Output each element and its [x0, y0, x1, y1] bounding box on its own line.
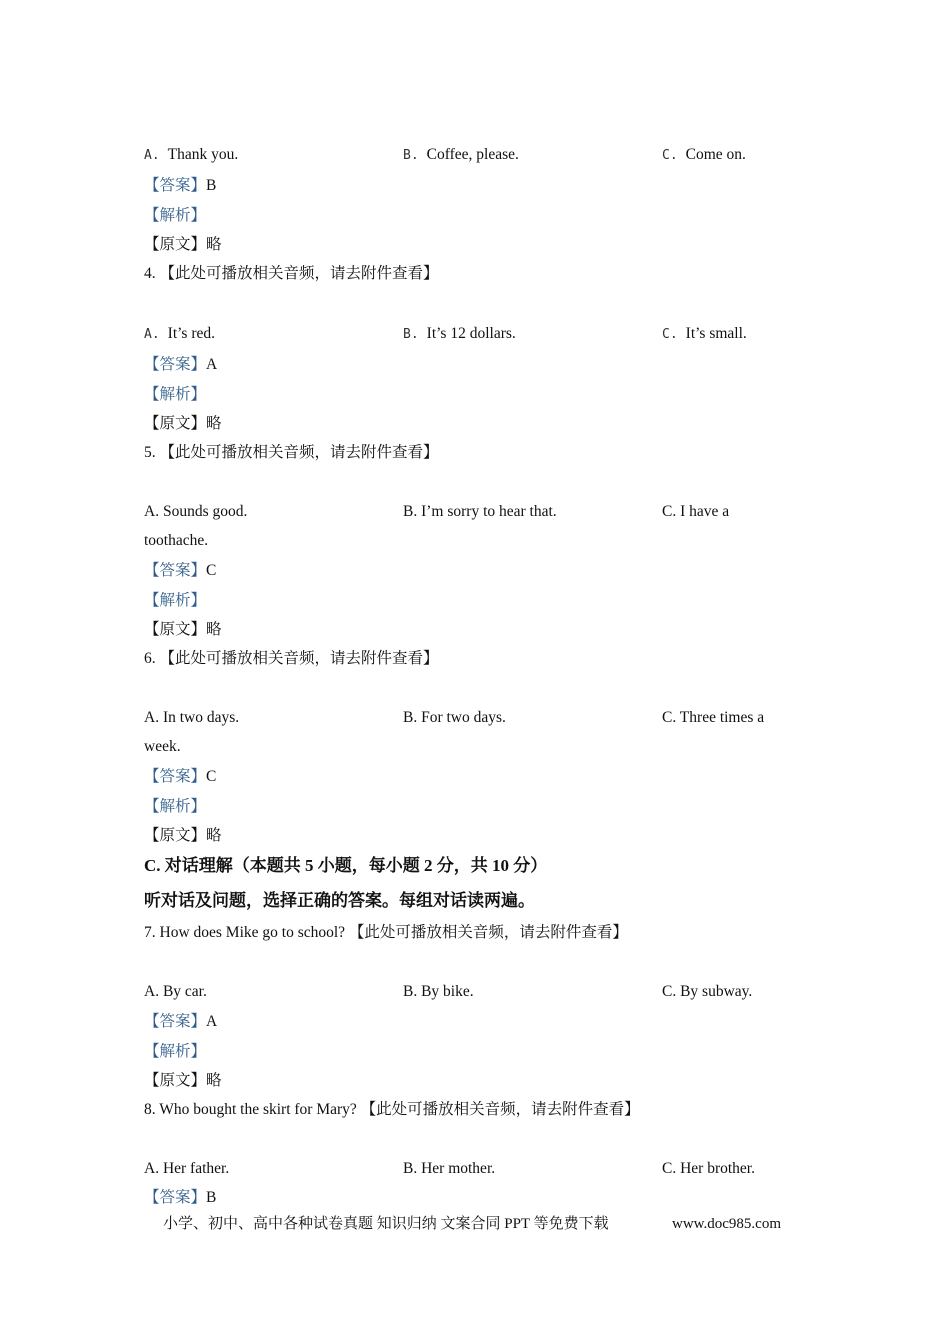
- q7-source-value: 略: [206, 1072, 222, 1089]
- q8-option-c: C. Her brother.: [662, 1160, 755, 1177]
- q7-answer: [144, 1012, 217, 1032]
- q4-source-value: 略: [206, 415, 222, 432]
- q4-option-c-letter: C.: [662, 327, 678, 342]
- q4-option-c-text: It’s small.: [685, 325, 747, 342]
- q3-option-c-text: Come on.: [685, 146, 746, 163]
- q3-option-b-text: Coffee, please.: [426, 146, 519, 163]
- q5-answer-label: 【答案】: [144, 562, 207, 579]
- q6-option-c-wrap: week.: [144, 738, 181, 755]
- q6-answer-label: 【答案】: [144, 768, 207, 785]
- footer-site-link[interactable]: www.doc985.com: [672, 1216, 782, 1232]
- q6-answer-value: C: [206, 768, 217, 785]
- q8-stem: 8. Who bought the skirt for Mary? 【此处可播放相关音频，请去附件查看】: [144, 1101, 640, 1118]
- q7-analysis: 【解析】: [144, 1043, 207, 1060]
- q5-source-label: 【原文】: [144, 621, 207, 638]
- q5-option-c: C. I have a: [662, 503, 730, 520]
- q3-answer-label: 【答案】: [144, 177, 207, 194]
- q3-option-a: [144, 145, 238, 166]
- q6-analysis: 【解析】: [144, 798, 207, 815]
- q8-answer-label: 【答案】: [144, 1189, 207, 1206]
- q3-source-label: 【原文】: [144, 236, 207, 253]
- q5-analysis: 【解析】: [144, 592, 207, 609]
- q3-option-b-letter: B.: [403, 148, 419, 163]
- q7-answer-label: 【答案】: [144, 1013, 207, 1030]
- q4-source: [144, 414, 222, 434]
- q8-answer: [144, 1188, 216, 1208]
- q4-option-a-text: It’s red.: [167, 325, 216, 342]
- footer-text: 小学、初中、高中各种试卷真题 知识归纳 文案合同 PPT 等免费下载: [163, 1216, 609, 1232]
- q4-option-b-letter: B.: [403, 327, 419, 342]
- q5-option-b: B. I’m sorry to hear that.: [403, 503, 557, 520]
- q5-option-a: A. Sounds good.: [144, 503, 248, 520]
- q6-source-label: 【原文】: [144, 827, 207, 844]
- q3-option-b: [403, 145, 519, 166]
- q6-answer: [144, 767, 216, 787]
- q3-answer-value: B: [206, 177, 217, 194]
- q4-stem: 4. 【此处可播放相关音频，请去附件查看】: [144, 265, 439, 282]
- q4-option-c: [662, 324, 747, 345]
- q4-option-a: [144, 324, 215, 345]
- q5-option-c-wrap: toothache.: [144, 532, 209, 549]
- q4-option-b-text: It’s 12 dollars.: [426, 325, 516, 342]
- q3-option-c: [662, 145, 746, 166]
- q4-answer-value: A: [206, 356, 218, 373]
- q4-option-b: [403, 324, 516, 345]
- q4-analysis: 【解析】: [144, 386, 207, 403]
- q7-answer-value: A: [206, 1013, 218, 1030]
- q4-answer-label: 【答案】: [144, 356, 207, 373]
- q7-source: [144, 1071, 222, 1091]
- q4-source-label: 【原文】: [144, 415, 207, 432]
- q4-option-a-letter: A.: [144, 327, 160, 342]
- q5-source: [144, 620, 222, 640]
- q6-option-b: B. For two days.: [403, 709, 506, 726]
- q6-option-c: C. Three times a: [662, 709, 765, 726]
- q5-source-value: 略: [206, 621, 222, 638]
- q5-answer-value: C: [206, 562, 217, 579]
- q3-answer: [144, 176, 216, 196]
- q3-option-a-letter: A.: [144, 148, 160, 163]
- q7-source-label: 【原文】: [144, 1072, 207, 1089]
- q7-option-b: B. By bike.: [403, 983, 474, 1000]
- q7-stem: 7. How does Mike go to school? 【此处可播放相关音频，请去附件查看】: [144, 924, 628, 941]
- section-c-title: C. 对话理解（本题共 5 小题，每小题 2 分，共 10 分）: [144, 856, 548, 875]
- q3-option-c-letter: C.: [662, 148, 678, 163]
- q6-option-a: A. In two days.: [144, 709, 240, 726]
- q5-answer: [144, 561, 216, 581]
- q8-option-a: A. Her father.: [144, 1160, 230, 1177]
- section-c-instruction: 听对话及问题，选择正确的答案。每组对话读两遍。: [144, 891, 535, 910]
- q3-source: [144, 235, 222, 255]
- q3-source-value: 略: [206, 236, 222, 253]
- q6-source: [144, 826, 222, 846]
- q8-option-b: B. Her mother.: [403, 1160, 496, 1177]
- q3-analysis: 【解析】: [144, 207, 207, 224]
- q3-option-a-text: Thank you.: [167, 146, 239, 163]
- q7-option-a: A. By car.: [144, 983, 207, 1000]
- q8-answer-value: B: [206, 1189, 217, 1206]
- q4-answer: [144, 355, 217, 375]
- q7-option-c: C. By subway.: [662, 983, 753, 1000]
- q6-source-value: 略: [206, 827, 222, 844]
- q6-stem: 6. 【此处可播放相关音频，请去附件查看】: [144, 650, 439, 667]
- q5-stem: 5. 【此处可播放相关音频，请去附件查看】: [144, 444, 439, 461]
